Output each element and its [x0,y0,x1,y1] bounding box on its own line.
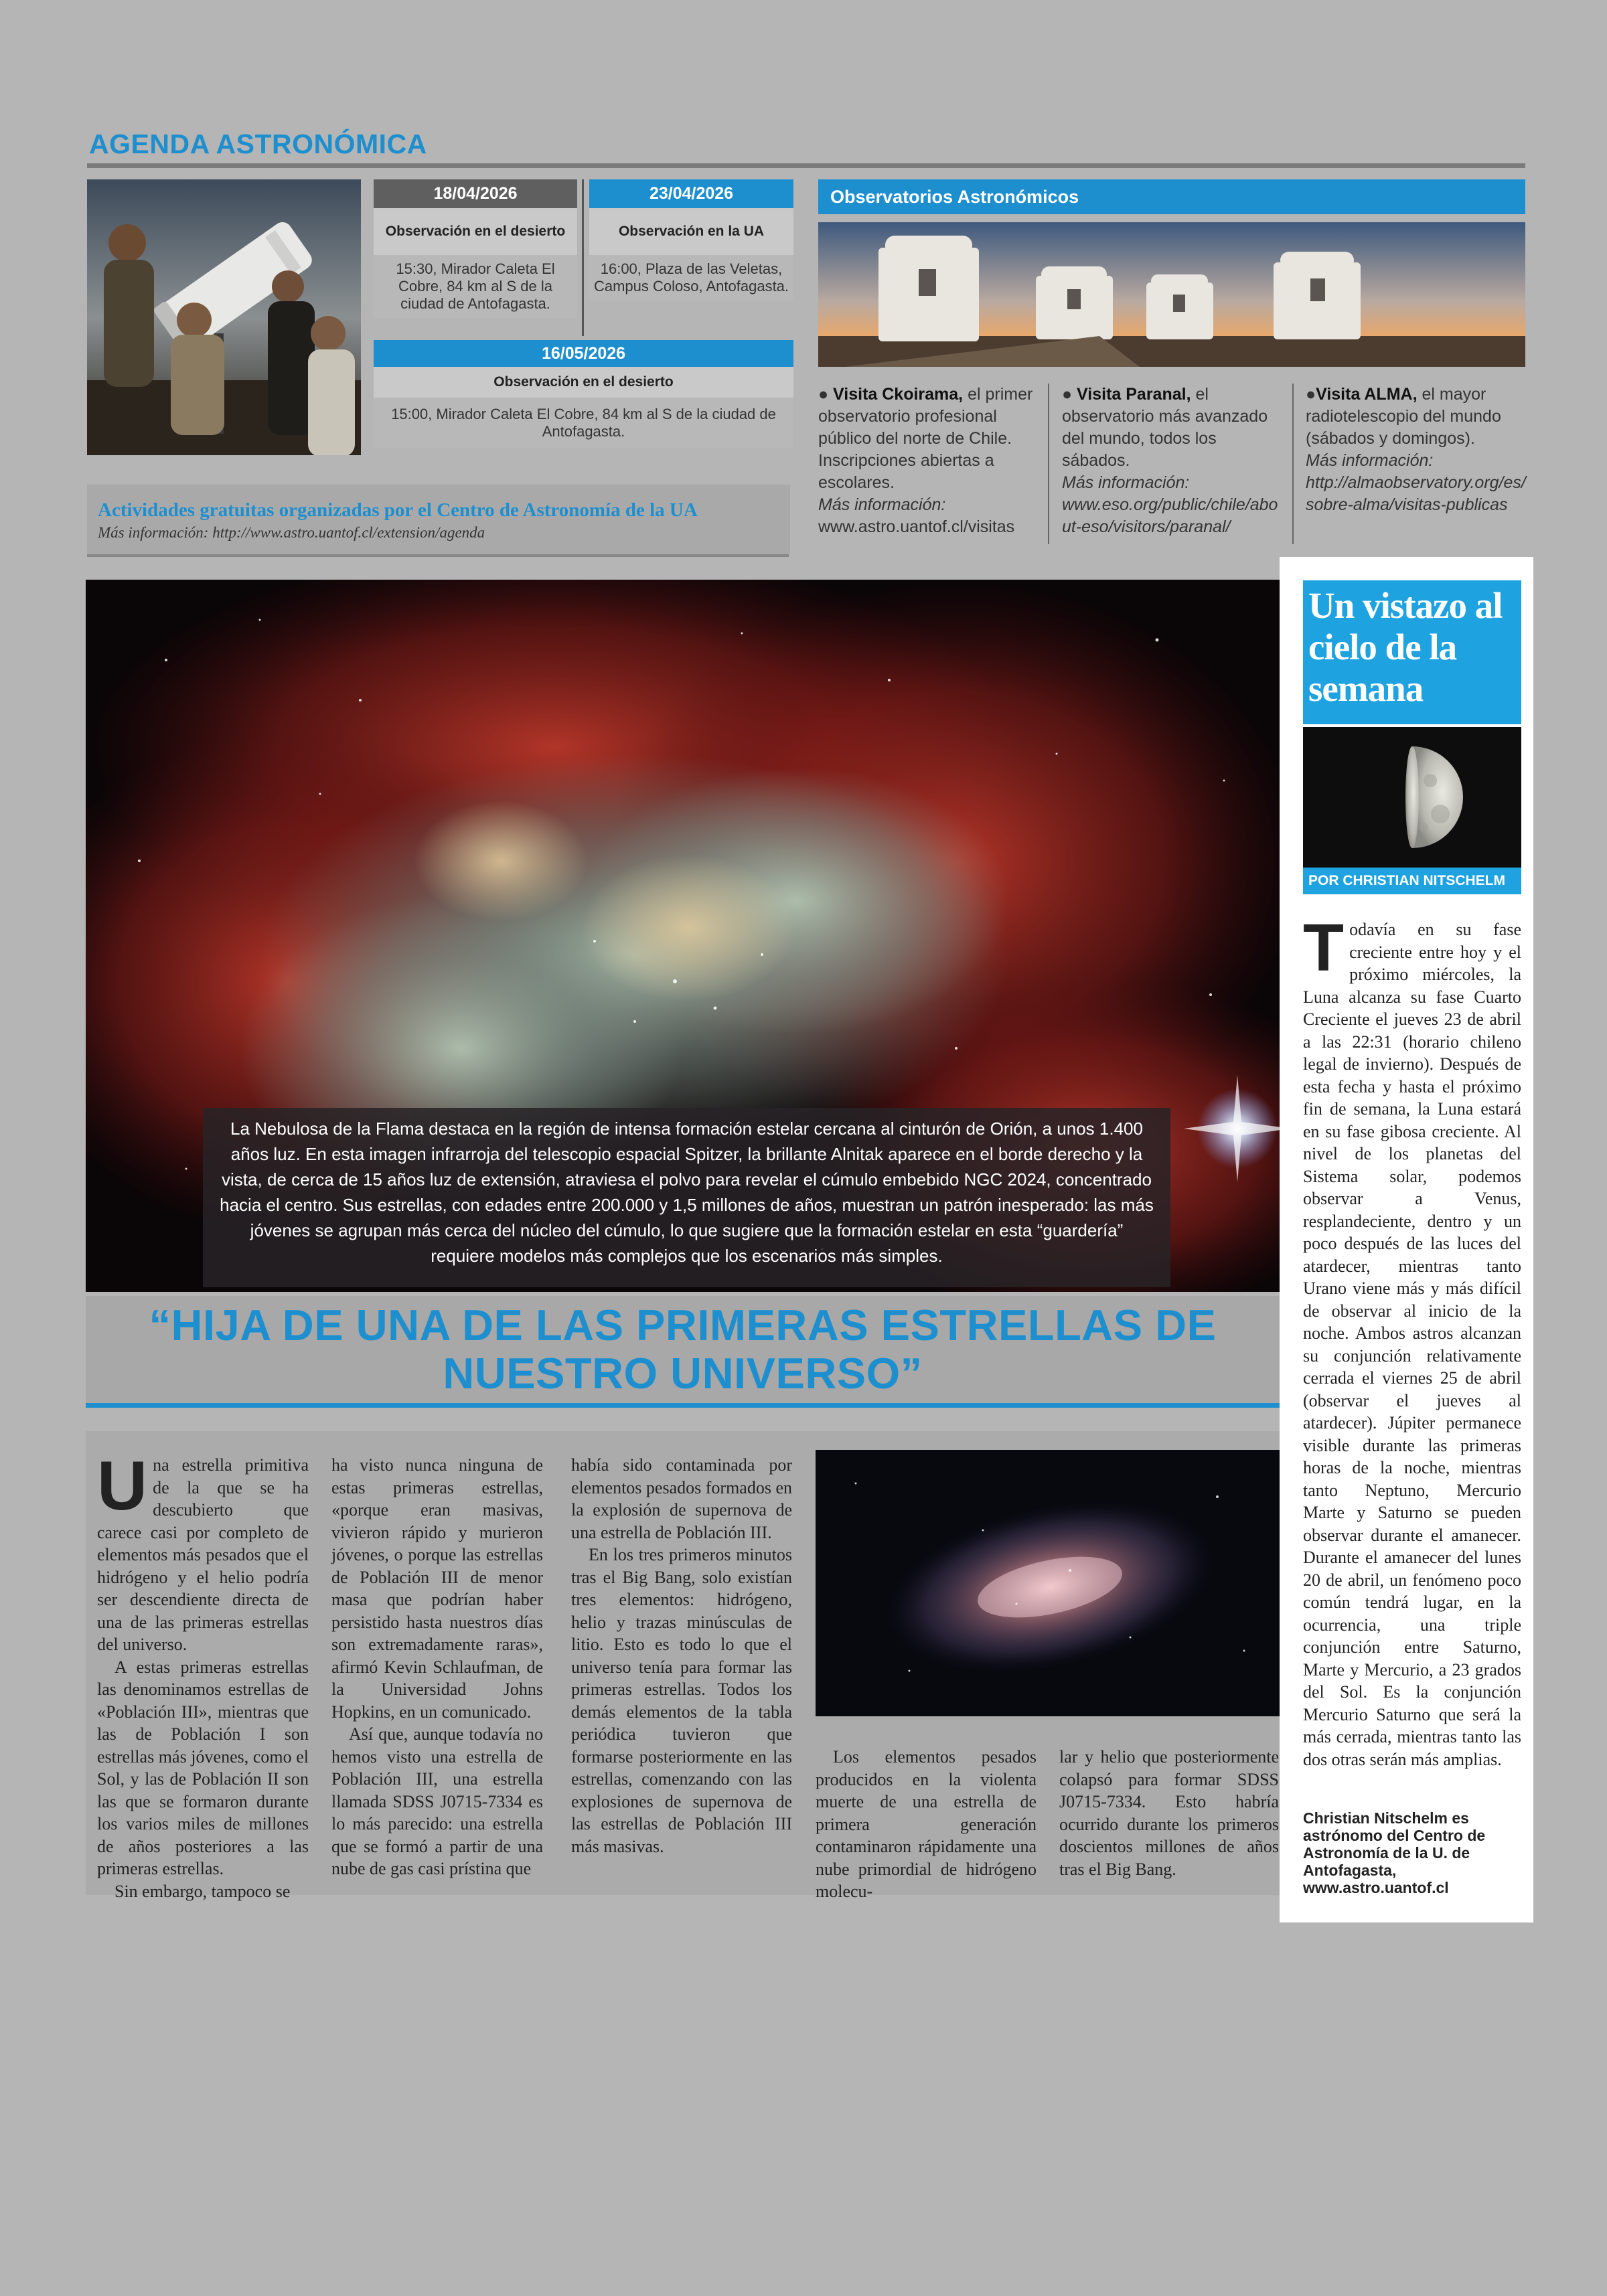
article-paragraph: lar y helio que posteriormente colapsó para formar SDSS J0715-7334. Esto habría ocurrido durante los primeros doscientos millones de años tras el Big Bang. [1059,1747,1279,1879]
visit-text: el mayor radiotelescopio del mundo (sábados y domingos). [1306,385,1501,448]
column-divider [1048,384,1049,544]
event-card-3 [374,340,793,448]
event-title: Observación en la UA [589,208,793,255]
article-paragraph: A estas primeras estrellas las denominamos estrellas de «Población III», mientras que las de Población I son estrellas más jóvenes, como el Sol, y las de Población II son las que se formaron durante los varios miles de millones de años posteriores a las primeras estrellas. [97,1657,309,1878]
sidebar-paragraph: odavía en su fase creciente entre hoy y el próximo miércoles, la Luna alcanza su fase Cuarto Creciente el jueves 23 de abril a las 22:31 (horario chileno legal de invierno). Después de esta fecha y hasta el próximo fin de semana, la Luna estará en su fase gibosa creciente. Al nivel de los planetas del Sistema solar, podemos observar a Venus, resplandeciente, dentro y un poco después de las luces del atardecer, mientras tanto Urano viene más y más difícil de observar al inicio de la noche. Ambos astros alcanzan su conjunción relativamente cerrada el viernes 25 de abril (observar el jueves al atardecer). Júpiter permanece visible durante las primeras horas de la noche, mientras tanto Neptuno, Mercurio Marte y Saturno se pueden observar durante el amanecer. Durante el amanecer del lunes 20 de abril, un fenómeno poco común tendrá lugar, en la ocurrencia, una triple conjunción entre Saturno, Marte y Mercurio, a 23 grados del Sol. Es la conjunción Mercurio Saturno que será la más cerrada, mientras tanto las dos otras serán más amplias. [1303,920,1521,1769]
article-column-4 [816,1746,1037,1903]
telescope-observation-photo [87,179,361,455]
visit-name: Visita Paranal, [1077,385,1191,404]
observatory-domes-photo [818,222,1525,367]
bullet-icon: ● [818,385,834,404]
visit-more-label: Más información: [1306,451,1434,470]
visit-text: el primer observatorio profesional público del norte de Chile. Inscripciones abiertas a escolares. [818,385,1033,492]
moon-image [1303,727,1521,868]
article-paragraph: En los tres primeros minutos tras el Big Bang, solo existían tres elementos: hidrógeno, helio y trazas minúsculas de litio. Esto es todo lo que el universo tenía para formar las primeras estrellas. Todos los demás elementos de la tabla periódica tuvieron que formarse posteriormente en las estrellas, comenzando con las explosiones de supernova de las estrellas de Población III más masivas. [571,1545,792,1856]
visit-name: Visita ALMA, [1316,385,1418,404]
article-column-5 [1059,1746,1279,1880]
event-date: 16/05/2026 [374,340,793,367]
article-headline: “HIJA DE UNA DE LAS PRIMERAS ESTRELLAS DE NUESTRO UNIVERSO” [149,1301,1217,1398]
visit-link[interactable]: www.astro.uantof.cl/visitas [818,517,1015,536]
visit-alma [1306,384,1527,516]
event-place: 15:30, Mirador Caleta El Cobre, 84 km al S de la ciudad de Antofagasta. [374,255,577,318]
activities-link[interactable]: Más información: http://www.astro.uantof.cl/extension/agenda [98,524,485,541]
article-column-1 [97,1447,309,1902]
event-card-1 [374,179,577,318]
agenda-divider [87,163,1525,168]
article-dropcap: U [97,1447,148,1525]
article-paragraph: na estrella primitiva de la que se ha descubierto que carece casi por completo de elementos más pesados que el hidrógeno y el helio podría ser descendiente directa de una de las primeras estrellas del universo. [97,1455,309,1654]
author-bio: Christian Nitschelm es astrónomo del Centro de Astronomía de la U. de Antofagasta, www.astro.uantof.cl [1303,1809,1486,1896]
article-column-3 [571,1454,792,1858]
event-divider [582,179,584,336]
event-place: 16:00, Plaza de las Veletas, Campus Coloso, Antofagasta. [589,255,793,301]
agenda-title: AGENDA ASTRONÓMICA [89,129,427,159]
article-paragraph: Los elementos pesados producidos en la violenta muerte de una estrella de primera generación contaminaron rápidamente una nube primordial de hidrógeno molecu- [816,1747,1037,1901]
column-divider [1292,384,1294,544]
sidebar-title: Un vistazo al cielo de la semana [1308,585,1503,709]
visit-ckoirama [818,384,1036,538]
article-paragraph: Así que, aunque todavía no hemos visto una estrella de Población III, una estrella llamada SDSS J0715-7334 es lo más parecido: una estrella que se formó a partir de una nube de gas casi prístina que [331,1724,543,1878]
activities-title: Actividades gratuitas organizadas por el Centro de Astronomía de la UA [98,499,698,521]
bullet-icon: ● [1062,385,1077,404]
activities-divider [87,554,789,557]
sidebar-body [1303,910,1521,1771]
activities-box [87,485,790,554]
article-column-2 [331,1454,543,1880]
bullet-icon: ● [1306,385,1316,404]
visit-paranal [1062,384,1280,538]
event-card-2 [589,179,793,301]
galaxy-image [816,1450,1280,1716]
observatories-header: Observatorios Astronómicos [818,179,1525,214]
article-paragraph: había sido contaminada por elementos pesados formados en la explosión de supernova de una estrella de Población III. [571,1455,792,1542]
visit-more-label: Más información: [1062,473,1190,492]
visit-name: Visita Ckoirama, [833,385,964,404]
event-date: 18/04/2026 [374,179,577,208]
event-title: Observación en el desierto [374,367,793,398]
sidebar-dropcap: T [1303,910,1345,985]
visit-link[interactable]: www.eso.org/public/chile/about-eso/visitors/paranal/ [1062,495,1278,536]
article-paragraph: ha visto nunca ninguna de estas primeras estrellas, «porque eran masivas, vivieron rápido y murieron jóvenes, o porque las estrellas de Población III de menor masa que podrían haber persistido hasta nuestros días son extremadamente raras», afirmó Kevin Schlaufman, de la Universidad Johns Hopkins, en un comunicado. [331,1455,543,1722]
headline-divider [86,1403,1280,1408]
visit-text: el observatorio más avanzado del mundo, todos los sábados. [1062,385,1268,470]
visit-more-label: Más información: [818,495,946,514]
event-place: 15:00, Mirador Caleta El Cobre, 84 km al S de la ciudad de Antofagasta. [374,398,793,448]
event-date: 23/04/2026 [589,179,793,208]
visit-link[interactable]: http://almaobservatory.org/es/sobre-alma/visitas-publicas [1306,473,1526,514]
sidebar-byline: POR CHRISTIAN NITSCHELM [1303,868,1521,894]
nebula-caption: La Nebulosa de la Flama destaca en la región de intensa formación estelar cercana al cinturón de Orión, a unos 1.400 años luz. En esta imagen infrarroja del telescopio espacial Spitzer, la brillante Alnitak aparece en el borde derecho y la vista, de cerca de 15 años luz de extensión, atraviesa el polvo para revelar el cúmulo embebido NGC 2024, concentrado hacia el centro. Sus estrellas, con edades entre 200.000 y 1,5 millones de años, muestran un patrón inesperado: las más jóvenes se agrupan más cerca del núcleo del cúmulo, lo que sugiere que la formación estelar en esta “guardería” requiere modelos más complejos que los escenarios más simples. [203,1108,1170,1287]
event-title: Observación en el desierto [374,208,577,255]
article-paragraph: Sin embargo, tampoco se [114,1881,291,1901]
